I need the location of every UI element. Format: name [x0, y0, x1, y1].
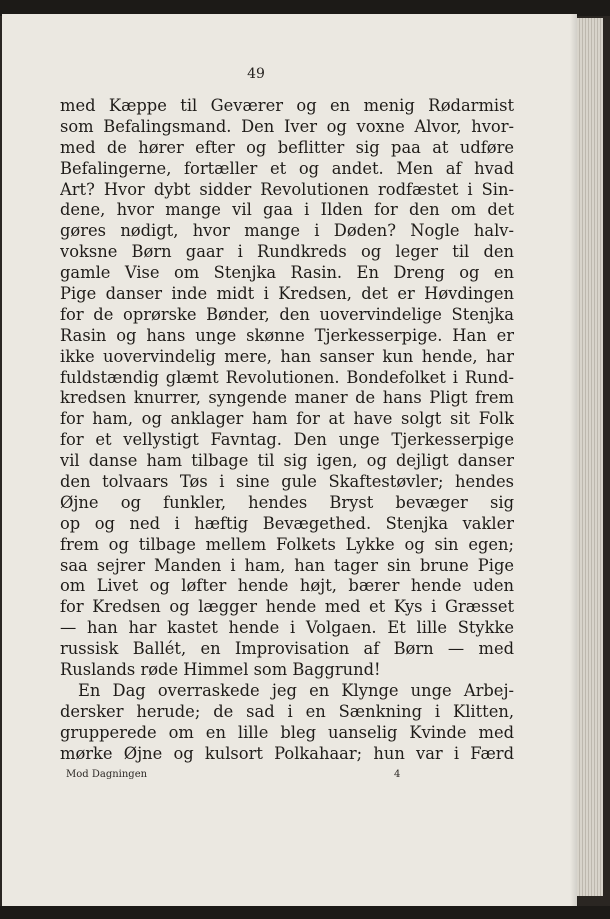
text-line: kredsen knurrer, syngende maner de hans Pligt frem [60, 388, 514, 408]
text-line: vil danse ham tilbage til sig igen, og dejligt danser [60, 451, 514, 471]
text-line: om Livet og løfter hende højt, bærer hende uden [60, 576, 514, 596]
text-line: dene, hvor mange vil gaa i Ilden for den om det [60, 200, 514, 220]
text-line: for Kredsen og lægger hende med et Kys i Græsset [60, 597, 514, 617]
signature-number: 4 [394, 769, 401, 780]
text-line: fuldstændig glæmt Revolutionen. Bondefolket i Rund- [60, 367, 514, 387]
text-line: grupperede om en lille bleg uanselig Kvinde med [60, 722, 514, 742]
text-line: for de oprørske Bønder, den uovervindelige Stenjka [60, 304, 514, 324]
text-line: Art? Hvor dybt sidder Revolutionen rodfæstet i Sin- [60, 179, 514, 199]
text-line: med Kæppe til Geværer og en menig Rødarmist [60, 96, 514, 115]
text-line: mørke Øjne og kulsort Polkahaar; hun var i Færd [60, 743, 514, 763]
page-number: 49 [247, 66, 265, 82]
text-line: — han har kastet hende i Volgaen. Et lille Stykke [60, 618, 514, 638]
page-edges [577, 18, 603, 896]
text-line: frem og tilbage mellem Folkets Lykke og sin egen; [60, 534, 514, 554]
text-line: voksne Børn gaar i Rundkreds og leger til den [60, 242, 514, 262]
text-line: som Befalingsmand. Den Iver og voxne Alvor, hvor- [60, 116, 514, 136]
body-text [60, 96, 514, 765]
text-line: Rasin og hans unge skønne Tjerkesserpige. Han er [60, 325, 514, 345]
text-line: op og ned i hæftig Bevægethed. Stenjka vakler [60, 513, 514, 533]
text-line: saa sejrer Manden i ham, han tager sin brune Pige [60, 555, 514, 575]
text-line: Pige danser inde midt i Kredsen, det er Høvdingen [60, 284, 514, 304]
text-line: den tolvaars Tøs i sine gule Skaftestøvler; hendes [60, 472, 514, 492]
text-line: dersker herude; de sad i en Sænkning i Klitten, [60, 701, 514, 721]
text-line: gamle Vise om Stenjka Rasin. En Dreng og en [60, 263, 514, 283]
text-line: ikke uovervindelig mere, han sanser kun hende, har [60, 346, 514, 366]
text-line: russisk Ballét, en Improvisation af Børn — med [60, 639, 514, 659]
text-line: Øjne og funkler, hendes Bryst bevæger sig [60, 492, 514, 512]
text-line: En Dag overraskede jeg en Klynge unge Arbej- [78, 680, 514, 700]
text-line: for et vellystigt Favntag. Den unge Tjerkesserpige [60, 430, 514, 450]
signature-title: Mod Dagningen [66, 769, 148, 780]
text-line: med de hører efter og beflitter sig paa at udføre [60, 137, 514, 157]
text-line: Ruslands røde Himmel som Baggrund! [60, 660, 381, 680]
scan-bottom-border [0, 906, 610, 919]
text-line: gøres nødigt, hvor mange i Døden? Nogle halv- [60, 221, 514, 241]
text-line: for ham, og anklager ham for at have solgt sit Folk [60, 409, 514, 429]
text-line: Befalingerne, fortæller et og andet. Men af hvad [60, 158, 514, 178]
